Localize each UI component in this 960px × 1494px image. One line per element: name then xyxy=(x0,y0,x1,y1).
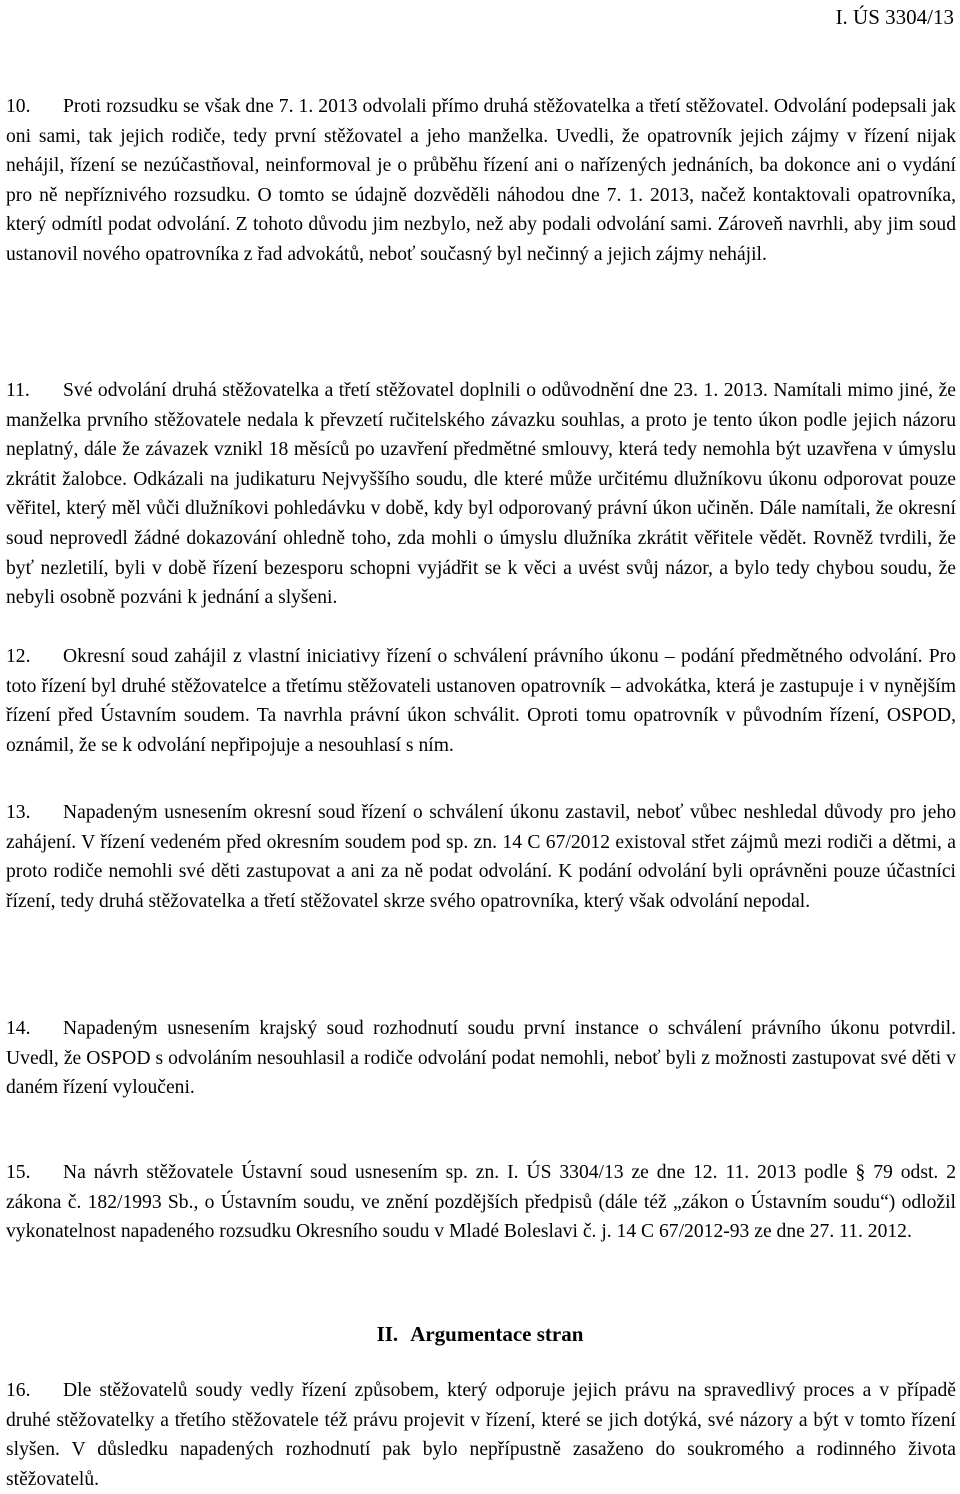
paragraph-number: 15. xyxy=(6,1162,31,1183)
paragraph-text: Na návrh stěžovatele Ústavní soud usnesením sp. zn. I. ÚS 3304/13 ze dne 12. 11. 2013 podle § 79 odst. 2 zákona č. 182/1993 Sb., o Ústavním soudu, ve znění pozdějších předpisů (dále též „zákon o Ústavním soudu“) odložil vykonatelnost napadeného rozsudku Okresního soudu v Mladé Boleslavi č. j. 14 C 67/2012-93 ze dne 27. 11. 2012. xyxy=(6,1162,956,1243)
paragraph-number: 16. xyxy=(6,1380,31,1401)
case-reference-header: I. ÚS 3304/13 xyxy=(835,5,954,29)
paragraph-number: 14. xyxy=(6,1018,31,1039)
paragraph-text: Napadeným usnesením krajský soud rozhodnutí soudu první instance o schválení právního úkonu potvrdil. Uvedl, že OSPOD s odvoláním nesouhlasil a rodiče odvolání podat nemohli, neboť byli z možnosti zastupovat své děti v daném řízení vyloučeni. xyxy=(6,1018,956,1099)
paragraph-text: Napadeným usnesením okresní soud řízení o schválení úkonu zastavil, neboť vůbec neshledal důvody pro jeho zahájení. V řízení vedeném před okresním soudem pod sp. zn. 14 C 67/2012 existoval střet zájmů mezi rodiči a dětmi, a proto rodiče nemohli své děti zastupovat a ani za ně podat odvolání. K podání odvolání byli oprávněni pouze účastníci řízení, tedy druhá stěžovatelka a třetí stěžovatel skrze svého opatrovníka, který však odvolání nepodal. xyxy=(6,802,956,912)
paragraph-text: Své odvolání druhá stěžovatelka a třetí stěžovatel doplnili o odůvodnění dne 23. 1. 2013. Namítali mimo jiné, že manželka prvního stěžovatele nedala k převzetí ručitelského závazku souhlas, a proto je tento úkon podle jejich názoru neplatný, dále že závazek vznikl 18 měsíců po uzavření předmětné smlouvy, která tedy nemohla být uzavřena v úmyslu zkrátit žalobce. Odkázali na judikaturu Nejvyššího soudu, dle které může určitému dlužníkovu úkonu odporovat pouze věřitel, který měl vůči dlužníkovi pohledávku v době, kdy byl odporovaný právní úkon učiněn. Dále namítali, že okresní soud neprovedl žádné dokazování ohledně toho, zda mohli o úmyslu dlužníka zkrátit věřitele vědět. Rovněž tvrdili, že byť nezletilí, byli v době řízení bezesporu schopni vyjádřit se k věci a uvést svůj názor, a bylo tedy chybou soudu, že nebyli osobně pozváni k jednání a slyšeni. xyxy=(6,380,956,609)
section-heading xyxy=(0,1319,960,1349)
paragraph-text: Okresní soud zahájil z vlastní iniciativy řízení o schválení právního úkonu – podání předmětného odvolání. Pro toto řízení byl druhé stěžovatelce a třetímu stěžovateli ustanoven opatrovník – advokátka, která je zastupuje i v nynějším řízení před Ústavním soudem. Ta navrhla právní úkon schválit. Oproti tomu opatrovník v původním řízení, OSPOD, oznámil, že se k odvolání nepřipojuje a nesouhlasí s ním. xyxy=(6,646,956,756)
section-title-text: Argumentace stran xyxy=(410,1322,584,1346)
paragraph-number: 13. xyxy=(6,802,31,823)
paragraph-14 xyxy=(6,1014,956,1103)
paragraph-16 xyxy=(6,1376,956,1494)
paragraph-11 xyxy=(6,376,956,613)
paragraph-number: 12. xyxy=(6,646,31,667)
paragraph-number: 11. xyxy=(6,380,30,401)
section-numeral: II. xyxy=(376,1322,399,1346)
paragraph-text: Dle stěžovatelů soudy vedly řízení způsobem, který odporuje jejich právu na spravedlivý proces a v případě druhé stěžovatelky a třetího stěžovatele též právu projevit v řízení, které se jich dotýká, své názory a být v tomto řízení slyšen. V důsledku napadených rozhodnutí pak bylo nepřípustně zasaženo do soukromého a rodinného života stěžovatelů. xyxy=(6,1380,956,1490)
paragraph-number: 10. xyxy=(6,96,31,117)
paragraph-text: Proti rozsudku se však dne 7. 1. 2013 odvolali přímo druhá stěžovatelka a třetí stěžovatel. Odvolání podepsali jak oni sami, tak jejich rodiče, tedy první stěžovatel a jeho manželka. Uvedli, že opatrovník jejich zájmy v řízení nijak nehájil, řízení se nezúčastňoval, neinformoval je o průběhu řízení ani o nařízených jednáních, ba dokonce ani o vydání pro ně nepříznivého rozsudku. O tomto se údajně dozvěděli náhodou dne 7. 1. 2013, načež kontaktovali opatrovníka, který odmítl podat odvolání. Z tohoto důvodu jim nezbylo, než aby podali odvolání sami. Zároveň navrhli, aby jim soud ustanovil nového opatrovníka z řad advokátů, neboť současný byl nečinný a jejich zájmy nehájil. xyxy=(6,96,956,265)
paragraph-12 xyxy=(6,642,956,760)
paragraph-15 xyxy=(6,1158,956,1247)
paragraph-10 xyxy=(6,92,956,270)
paragraph-13 xyxy=(6,798,956,916)
